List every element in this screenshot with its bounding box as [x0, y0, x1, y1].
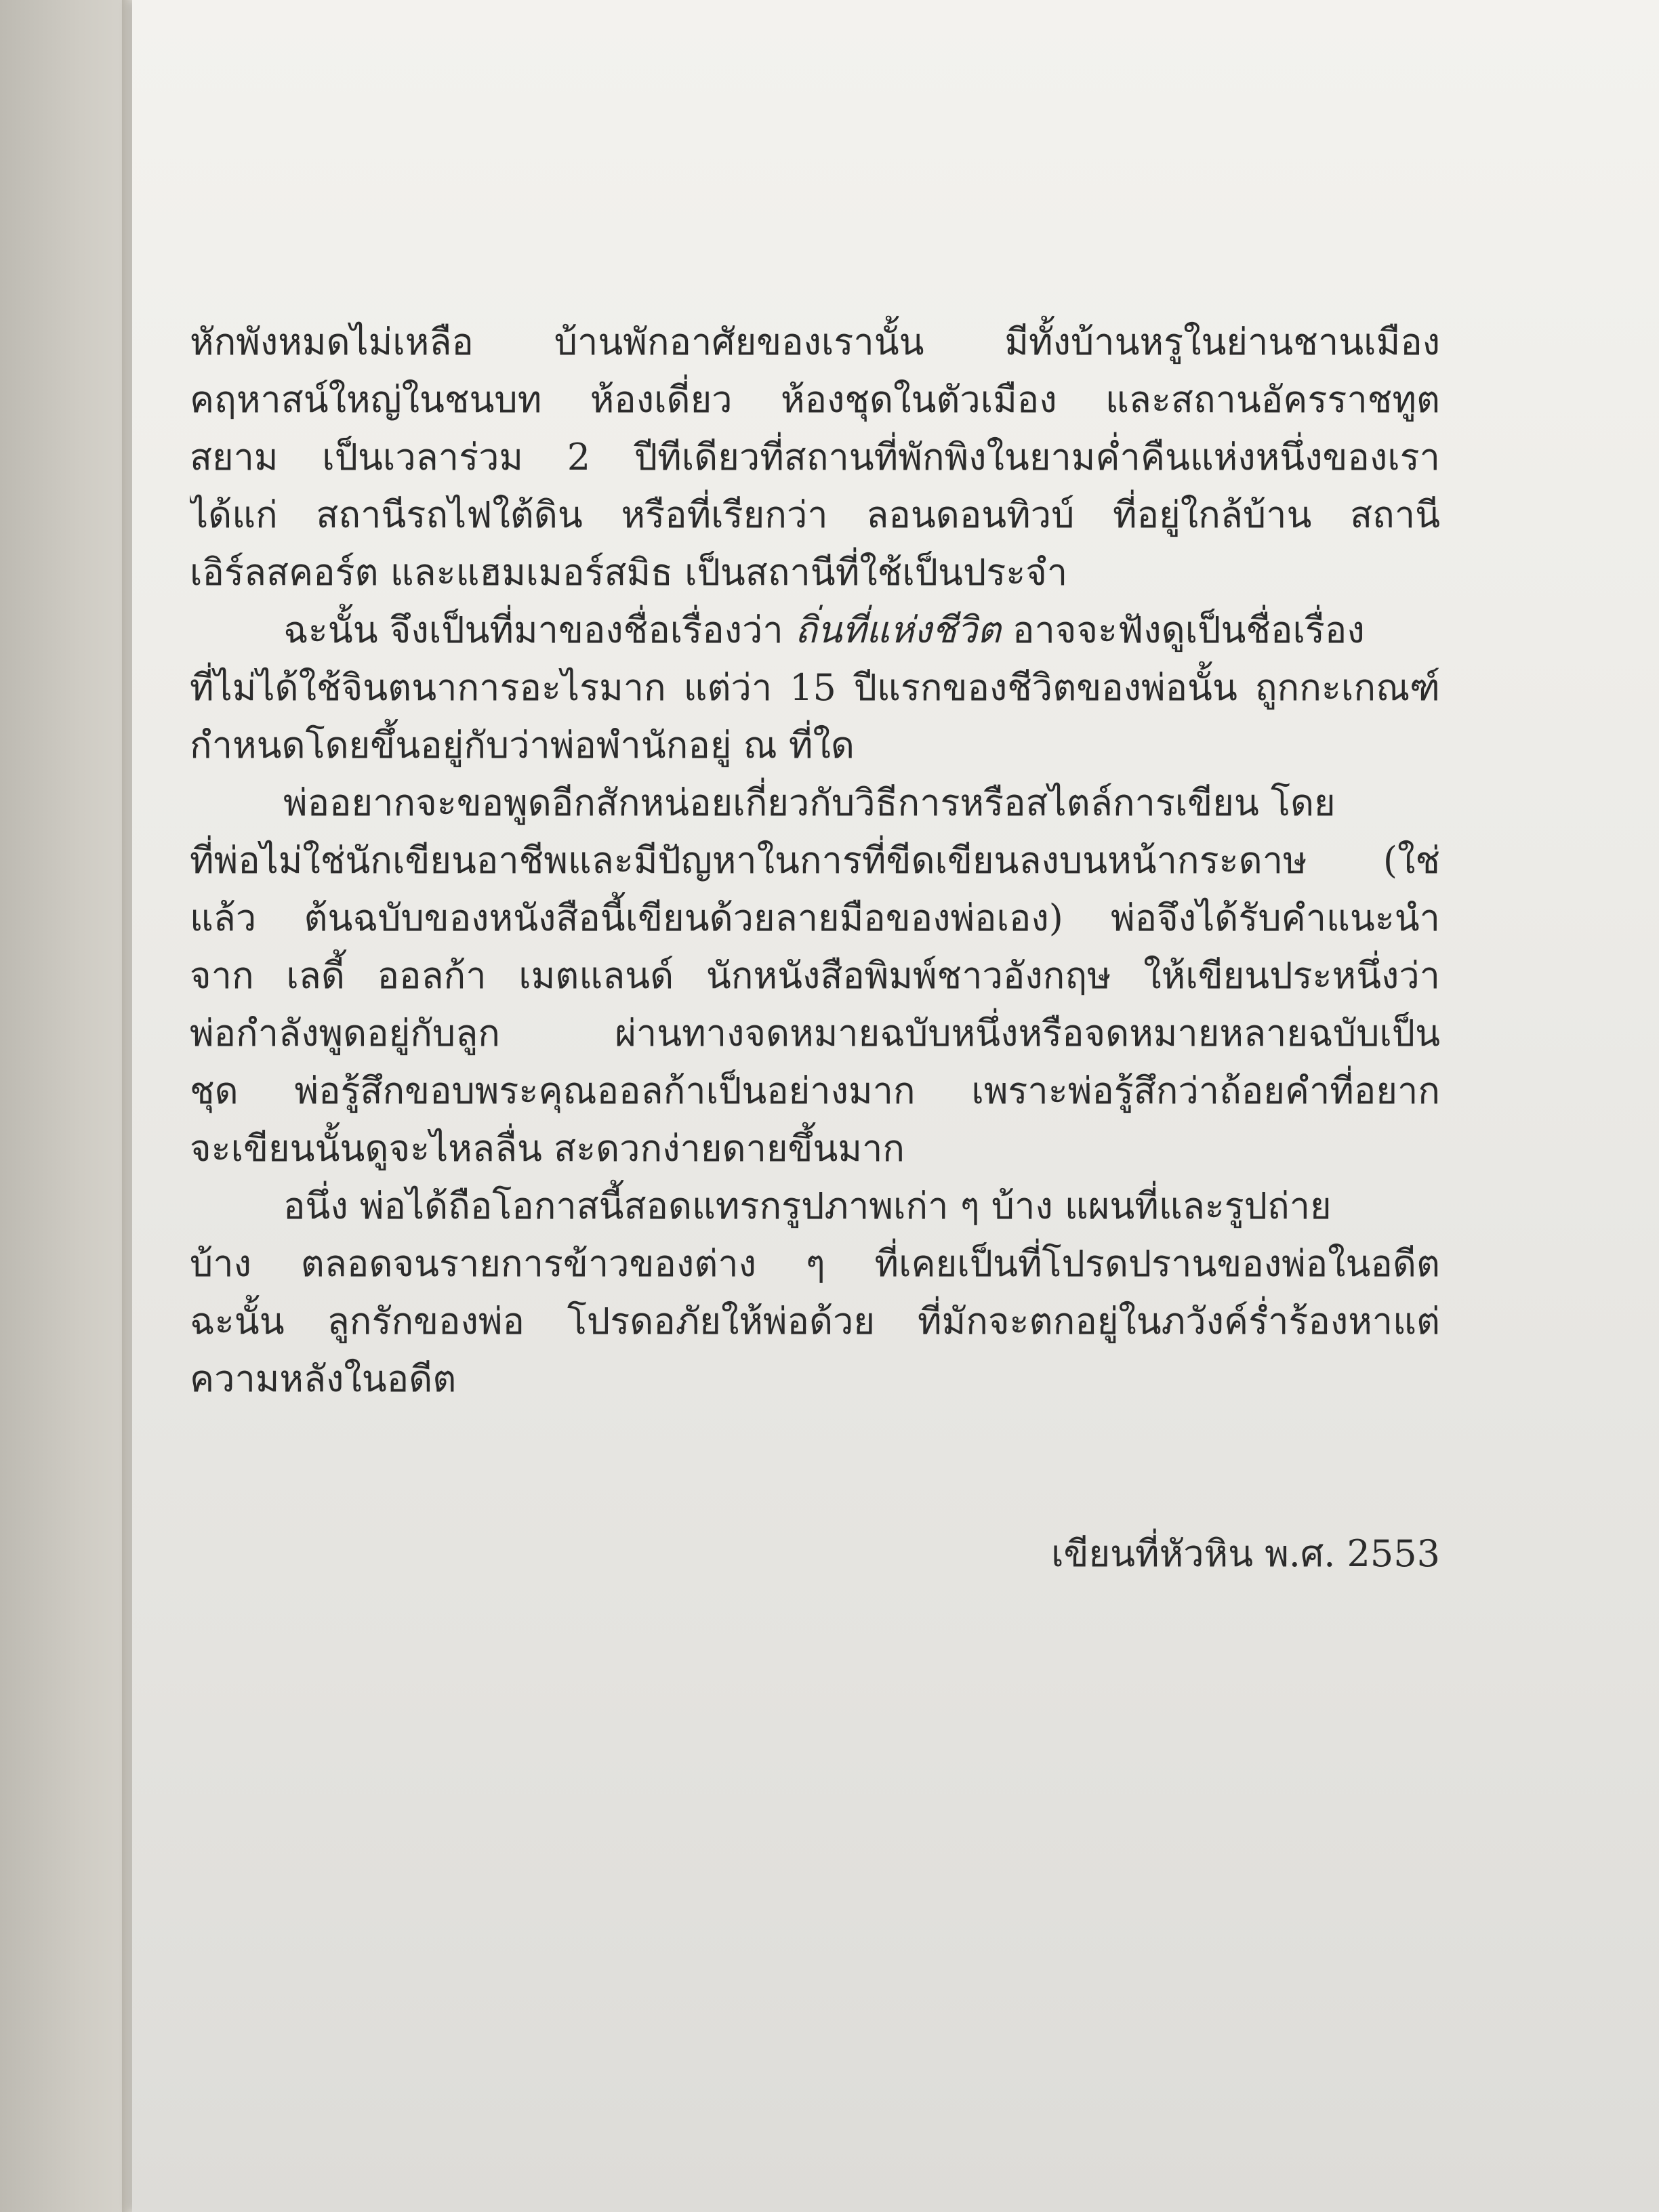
text-line: บ้าง ตลอดจนรายการข้าวของต่าง ๆ ที่เคยเป็นที่โปรดปรานของพ่อในอดีต: [190, 1242, 1440, 1285]
text-line: หักพังหมดไม่เหลือ บ้านพักอาศัยของเรานั้น มีทั้งบ้านหรูในย่านชานเมือง: [190, 321, 1440, 363]
text-line: ที่พ่อไม่ใช่นักเขียนอาชีพและมีปัญหาในการที่ขีดเขียนลงบนหน้ากระดาษ (ใช่: [190, 839, 1440, 882]
signature-line: เขียนที่หัวหิน พ.ศ. 2553: [1051, 1532, 1440, 1575]
text-line: [190, 601, 1440, 659]
paragraph-3: [190, 774, 1440, 1177]
text-line: ความหลังในอดีต: [190, 1357, 457, 1400]
text-line: กำหนดโดยขึ้นอยู่กับว่าพ่อพำนักอยู่ ณ ที่ใด: [190, 724, 855, 766]
text-line: จาก เลดี้ ออลก้า เมตแลนด์ นักหนังสือพิมพ์ชาวอังกฤษ ให้เขียนประหนึ่งว่า: [190, 954, 1440, 997]
body-text: [190, 313, 1440, 1408]
text-line: ได้แก่ สถานีรถไฟใต้ดิน หรือที่เรียกว่า ลอนดอนทิวบ์ ที่อยู่ใกล้บ้าน สถานี: [190, 493, 1440, 536]
text-line: สยาม เป็นเวลาร่วม 2 ปีทีเดียวที่สถานที่พักพิงในยามค่ำคืนแห่งหนึ่งของเรา: [190, 436, 1440, 478]
text-line: อนึ่ง พ่อได้ถือโอกาสนี้สอดแทรกรูปภาพเก่า ๆ บ้าง แผนที่และรูปถ่าย: [283, 1185, 1332, 1227]
text-line: เอิร์ลสคอร์ต และแฮมเมอร์สมิธ เป็นสถานีที่ใช้เป็นประจำ: [190, 551, 1068, 594]
text-line: ที่ไม่ได้ใช้จินตนาการอะไรมาก แต่ว่า 15 ปีแรกของชีวิตของพ่อนั้น ถูกกะเกณฑ์: [190, 666, 1440, 709]
text-line: ฉะนั้น ลูกรักของพ่อ โปรดอภัยให้พ่อด้วย ที่มักจะตกอยู่ในภวังค์ร่ำร้องหาแต่: [190, 1300, 1440, 1343]
text-line: ชุด พ่อรู้สึกขอบพระคุณออลก้าเป็นอย่างมาก เพราะพ่อรู้สึกว่าถ้อยคำที่อยาก: [190, 1069, 1440, 1112]
text-line: พ่อกำลังพูดอยู่กับลูก ผ่านทางจดหมายฉบับหนึ่งหรือจดหมายหลายฉบับเป็น: [190, 1012, 1440, 1054]
paragraph-2: [190, 601, 1440, 774]
paragraph-1: [190, 313, 1440, 601]
text-segment: อาจจะฟังดูเป็นชื่อเรื่อง: [1000, 609, 1365, 651]
text-line: พ่ออยากจะขอพูดอีกสักหน่อยเกี่ยวกับวิธีการหรือสไตล์การเขียน โดย: [283, 781, 1336, 824]
text-line: แล้ว ต้นฉบับของหนังสือนี้เขียนด้วยลายมือของพ่อเอง) พ่อจึงได้รับคำแนะนำ: [190, 897, 1440, 939]
text-line: จะเขียนนั้นดูจะไหลลื่น สะดวกง่ายดายขึ้นมาก: [190, 1127, 905, 1170]
book-title: ถิ่นที่แห่งชีวิต: [794, 609, 1001, 651]
paragraph-4: [190, 1177, 1440, 1408]
text-line: คฤหาสน์ใหญ่ในชนบท ห้องเดี่ยว ห้องชุดในตัวเมือง และสถานอัครราชทูต: [190, 378, 1440, 421]
text-segment: ฉะนั้น จึงเป็นที่มาของชื่อเรื่องว่า: [283, 609, 795, 651]
